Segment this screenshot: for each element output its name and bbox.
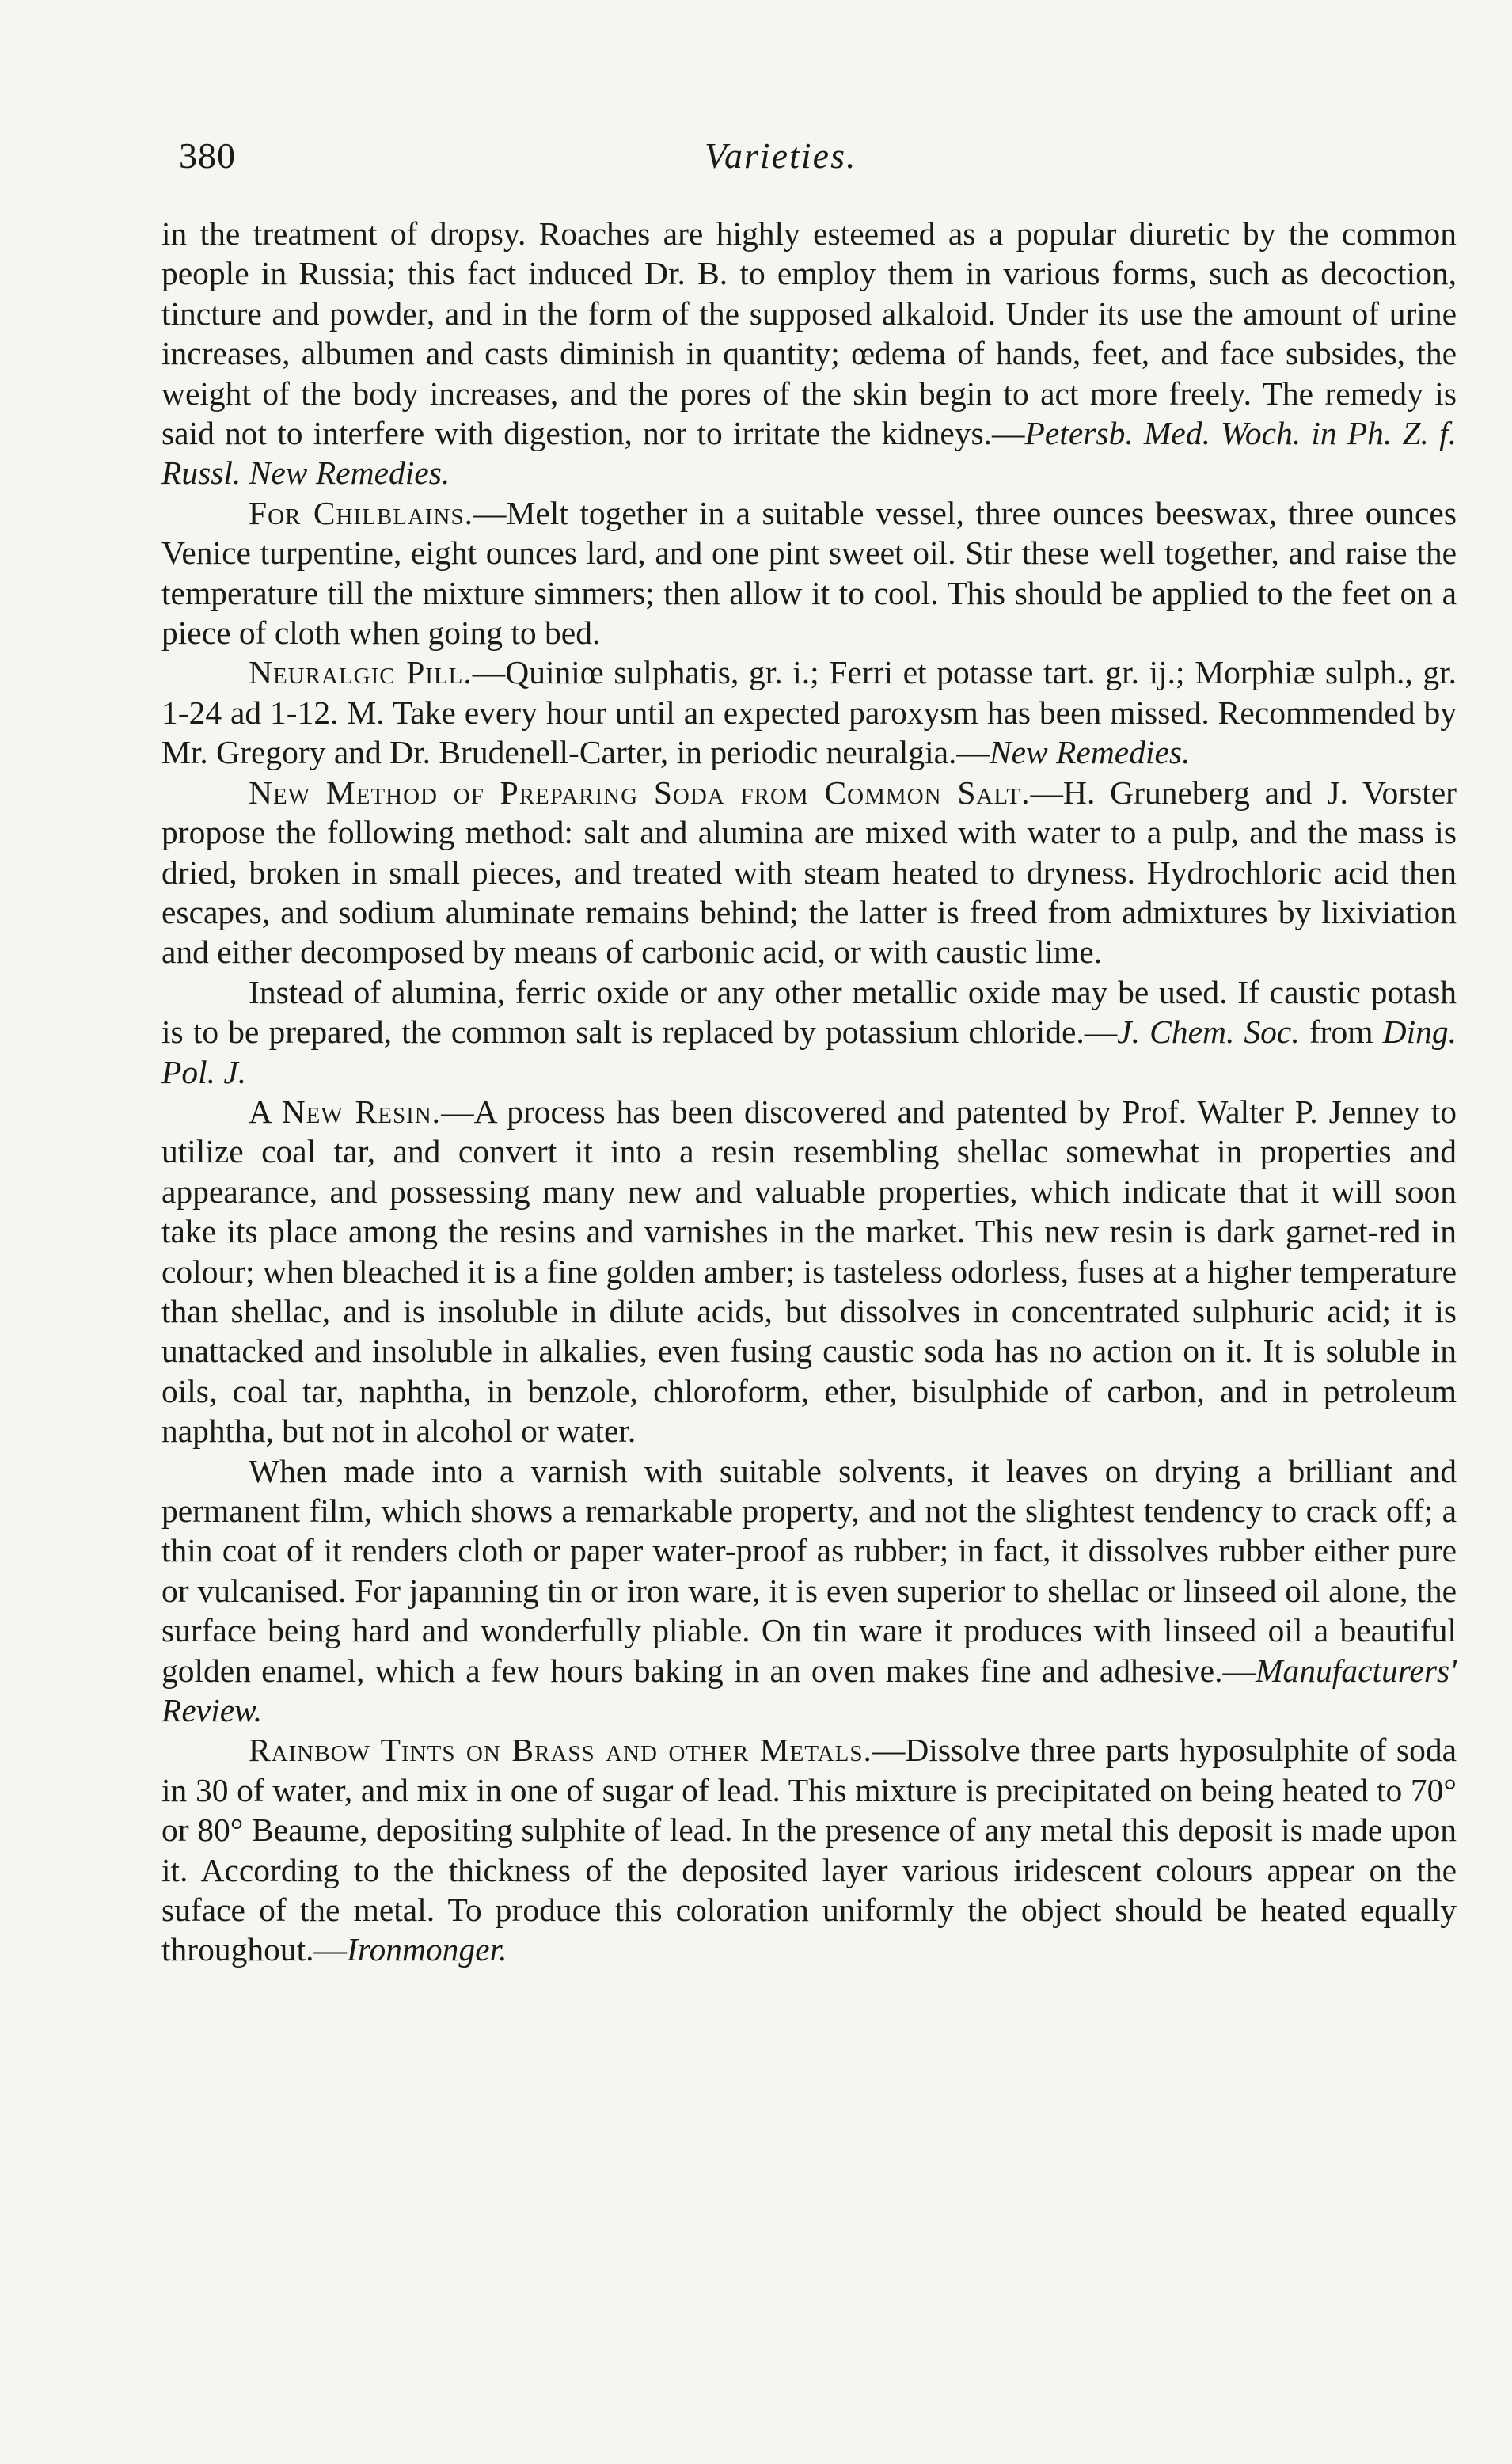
paragraph-neuralgic-pill	[161, 652, 1457, 772]
source-connector: from	[1299, 1013, 1383, 1051]
paragraph-text: —Quiniœ sulphatis, gr. i.; Ferri et potasse tart. gr. ij.; Morphiæ sulph., gr. 1-24 ad 1-12. M. Take every hour until an expected paroxysm has been missed. Recommended by Mr. Gregory and Dr. Brudenell-Carter, in periodic neuralgia.—	[161, 654, 1457, 771]
paragraph-text: —A process has been discovered and patented by Prof. Walter P. Jenney to utilize coal tar, and convert it into a resin resembling shellac somewhat in properties and appearance, and possessing many new and valuable properties, which indicate that it will soon take its place among the resins and varnishes in the market. This new resin is dark garnet-red in colour; when bleached it is a fine golden amber; is tasteless odorless, fuses at a higher temperature than shellac, and is insoluble in dilute acids, but dissolves in concentrated sulphuric acid; it is unattacked and insoluble in alkalies, even fusing caustic soda has no action on it. It is soluble in oils, coal tar, naphtha, in benzole, chloroform, ether, bisulphide of carbon, and in petroleum naphtha, but not in alcohol or water.	[161, 1093, 1457, 1450]
source-citation-2: Ding. Pol. J.	[161, 1013, 1457, 1090]
source-citation: J. Chem. Soc.	[1117, 1013, 1300, 1051]
page-number: 380	[179, 135, 236, 176]
paragraph-new-resin	[161, 1092, 1457, 1451]
section-heading: Neuralgic Pill.	[249, 654, 473, 691]
section-heading: For Chilblains.	[249, 494, 473, 531]
paragraph-rainbow-tints	[161, 1730, 1457, 1969]
source-citation: Ironmonger.	[347, 1931, 507, 1968]
running-title: Varieties.	[705, 135, 857, 176]
body-text	[161, 214, 1457, 1970]
paragraph-text: —H. Gruneberg and J. Vorster propose the following method: salt and alumina are mixed with water to a pulp, and the mass is dried, broken in small pieces, and treated with steam heated to dryness. Hydrochloric acid then escapes, and sodium aluminate remains behind; the latter is freed from admixtures by lixiviation and either decomposed by means of carbonic acid, or with caustic lime.	[161, 774, 1457, 971]
paragraph-text: Instead of alumina, ferric oxide or any other metallic oxide may be used. If caustic potash is to be prepared, the common salt is replaced by potassium chloride.—	[161, 973, 1457, 1051]
source-citation: New Remedies.	[989, 734, 1191, 771]
paragraph-dropsy	[161, 214, 1457, 493]
paragraph-text: —Melt together in a suitable vessel, three ounces beeswax, three ounces Venice turpentine, eight ounces lard, and one pint sweet oil. Stir these well together, and raise the temperature till the mixture simmers; then allow it to cool. This should be applied to the feet on a piece of cloth when going to bed.	[161, 494, 1457, 652]
paragraph-text: in the treatment of dropsy. Roaches are highly esteemed as a popular diuretic by the common people in Russia; this fact induced Dr. B. to employ them in various forms, such as decoction, tincture and powder, and in the form of the supposed alkaloid. Under its use the amount of urine increases, albumen and casts diminish in quantity; œdema of hands, feet, and face subsides, the weight of the body increases, and the pores of the skin begin to act more freely. The remedy is said not to interfere with digestion, nor to irritate the kidneys.—	[161, 215, 1457, 452]
paragraph-text: —Dissolve three parts hyposulphite of soda in 30 of water, and mix in one of sugar of lead. This mixture is precipitated on being heated to 70° or 80° Beaume, depositing sulphite of lead. In the presence of any metal this deposit is made upon it. According to the thickness of the deposited layer various iridescent colours appear on the suface of the metal. To produce this coloration uniformly the object should be heated equally throughout.—	[161, 1732, 1457, 1968]
paragraph-text: When made into a varnish with suitable solvents, it leaves on drying a brilliant and permanent film, which shows a remarkable property, and not the slightest tendency to crack off; a thin coat of it renders cloth or paper water-proof as rubber; in fact, it dissolves rubber either pure or vulcanised. For japanning tin or iron ware, it is even superior to shellac or linseed oil alone, the surface being hard and wonderfully pliable. On tin ware it produces with linseed oil a beautiful golden enamel, which a few hours baking in an oven makes fine and adhesive.—	[161, 1452, 1457, 1689]
paragraph-soda-continued	[161, 972, 1457, 1092]
paragraph-resin-varnish	[161, 1451, 1457, 1731]
section-heading: New Resin.	[281, 1093, 442, 1130]
paragraph-soda	[161, 773, 1457, 972]
section-heading: New Method of Preparing Soda from Common Salt.	[249, 774, 1031, 811]
section-heading: Rainbow Tints on Brass and other Metals.	[249, 1732, 872, 1769]
source-citation: Manufacturers' Review.	[161, 1652, 1457, 1729]
source-citation: Petersb. Med. Woch. in Ph. Z. f. Russl. New Remedies.	[161, 415, 1457, 492]
paragraph-chilblains	[161, 493, 1457, 653]
heading-prefix: A	[249, 1093, 282, 1130]
